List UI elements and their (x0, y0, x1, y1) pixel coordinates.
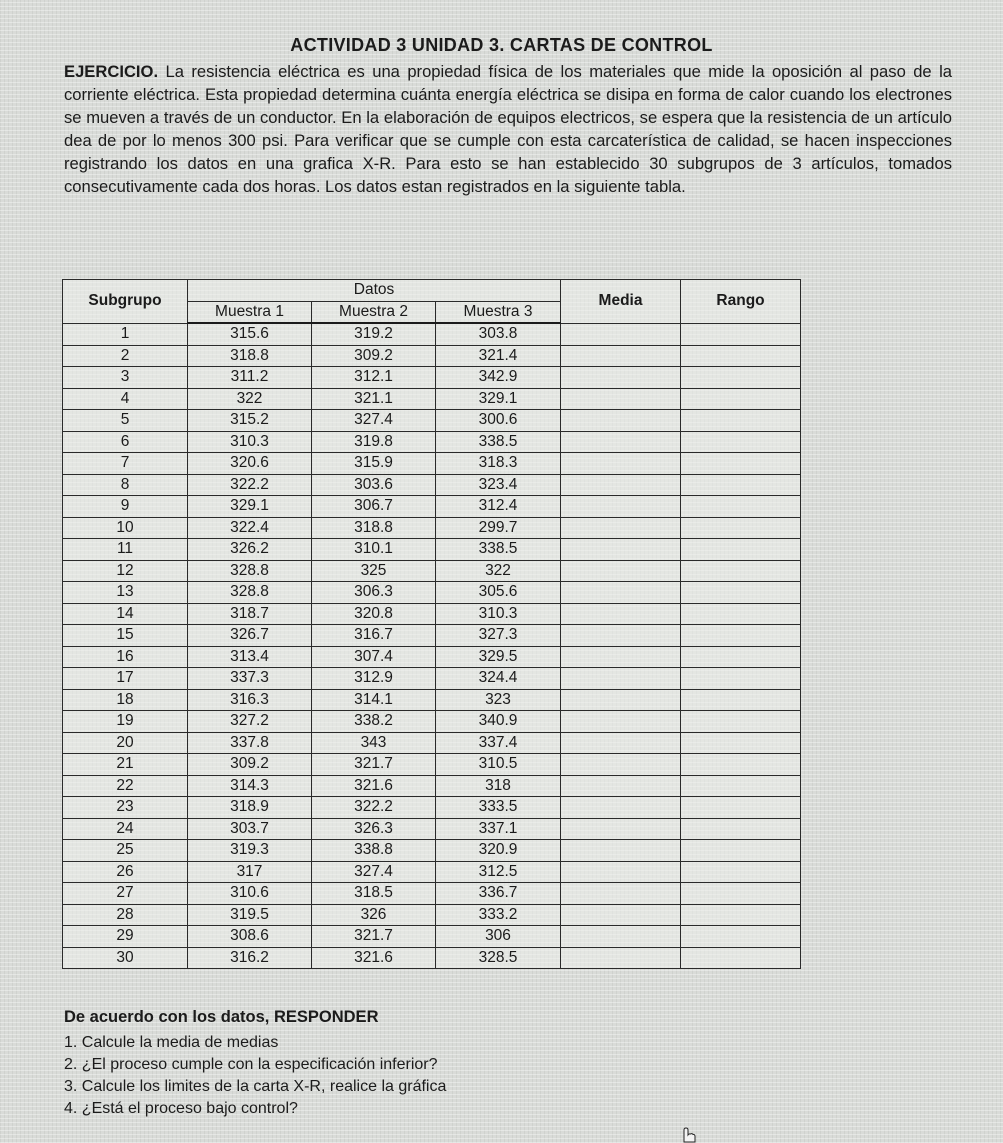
cell-rango (681, 904, 801, 926)
cell-subgrupo: 16 (63, 646, 188, 668)
cell-subgrupo: 18 (63, 689, 188, 711)
cell-muestra-3: 338.5 (436, 539, 561, 561)
cell-media (561, 711, 681, 733)
table-row (63, 517, 801, 539)
cell-media (561, 883, 681, 905)
cell-rango (681, 840, 801, 862)
cell-rango (681, 539, 801, 561)
cell-muestra-2: 321.6 (312, 947, 436, 969)
cell-muestra-2: 327.4 (312, 410, 436, 432)
cell-muestra-1: 310.3 (188, 431, 312, 453)
cell-muestra-3: 312.4 (436, 496, 561, 518)
cell-muestra-3: 305.6 (436, 582, 561, 604)
cell-muestra-1: 319.5 (188, 904, 312, 926)
cell-subgrupo: 7 (63, 453, 188, 475)
cell-media (561, 625, 681, 647)
cell-rango (681, 582, 801, 604)
cell-media (561, 754, 681, 776)
cell-subgrupo: 22 (63, 775, 188, 797)
exercise-lead: EJERCICIO. (64, 62, 159, 81)
cell-muestra-2: 319.8 (312, 431, 436, 453)
table-row (63, 388, 801, 410)
table-row (63, 603, 801, 625)
cell-muestra-2: 309.2 (312, 345, 436, 367)
table-row (63, 904, 801, 926)
data-table (62, 279, 801, 969)
cell-muestra-2: 319.2 (312, 323, 436, 345)
header-datos: Datos (188, 280, 561, 302)
cell-muestra-2: 338.2 (312, 711, 436, 733)
cell-muestra-3: 299.7 (436, 517, 561, 539)
cell-subgrupo: 6 (63, 431, 188, 453)
cell-subgrupo: 17 (63, 668, 188, 690)
cell-muestra-3: 318.3 (436, 453, 561, 475)
cell-rango (681, 947, 801, 969)
cell-rango (681, 926, 801, 948)
cell-subgrupo: 27 (63, 883, 188, 905)
cell-rango (681, 517, 801, 539)
mouse-cursor-icon (682, 1126, 696, 1143)
cell-muestra-2: 306.3 (312, 582, 436, 604)
cell-rango (681, 453, 801, 475)
cell-muestra-2: 343 (312, 732, 436, 754)
cell-muestra-1: 337.8 (188, 732, 312, 754)
cell-rango (681, 775, 801, 797)
cell-muestra-2: 314.1 (312, 689, 436, 711)
cell-subgrupo: 30 (63, 947, 188, 969)
cell-muestra-1: 327.2 (188, 711, 312, 733)
cell-subgrupo: 4 (63, 388, 188, 410)
cell-muestra-2: 325 (312, 560, 436, 582)
cell-muestra-1: 318.9 (188, 797, 312, 819)
cell-rango (681, 646, 801, 668)
cell-media (561, 345, 681, 367)
cell-rango (681, 367, 801, 389)
cell-rango (681, 711, 801, 733)
cell-media (561, 323, 681, 345)
cell-muestra-3: 327.3 (436, 625, 561, 647)
table-row (63, 861, 801, 883)
cell-muestra-2: 307.4 (312, 646, 436, 668)
table-row (63, 840, 801, 862)
cell-muestra-1: 308.6 (188, 926, 312, 948)
cell-rango (681, 603, 801, 625)
cell-subgrupo: 10 (63, 517, 188, 539)
cell-muestra-3: 312.5 (436, 861, 561, 883)
cell-muestra-2: 338.8 (312, 840, 436, 862)
cell-muestra-3: 342.9 (436, 367, 561, 389)
cell-media (561, 388, 681, 410)
table-row (63, 453, 801, 475)
cell-media (561, 453, 681, 475)
table-row (63, 775, 801, 797)
table-row (63, 323, 801, 345)
cell-rango (681, 818, 801, 840)
cell-muestra-2: 306.7 (312, 496, 436, 518)
cell-muestra-2: 315.9 (312, 453, 436, 475)
cell-media (561, 582, 681, 604)
cell-subgrupo: 1 (63, 323, 188, 345)
cell-muestra-2: 321.6 (312, 775, 436, 797)
cell-rango (681, 732, 801, 754)
cell-rango (681, 474, 801, 496)
cell-muestra-2: 312.9 (312, 668, 436, 690)
cell-media (561, 410, 681, 432)
table-row (63, 431, 801, 453)
cell-rango (681, 560, 801, 582)
cell-subgrupo: 11 (63, 539, 188, 561)
cell-muestra-3: 310.3 (436, 603, 561, 625)
cell-muestra-1: 311.2 (188, 367, 312, 389)
cell-subgrupo: 19 (63, 711, 188, 733)
table-row (63, 732, 801, 754)
cell-muestra-3: 323.4 (436, 474, 561, 496)
table-row (63, 711, 801, 733)
cell-muestra-2: 321.7 (312, 754, 436, 776)
cell-subgrupo: 5 (63, 410, 188, 432)
cell-muestra-3: 320.9 (436, 840, 561, 862)
cell-muestra-2: 316.7 (312, 625, 436, 647)
responder-heading: De acuerdo con los datos, RESPONDER (64, 1008, 379, 1026)
cell-muestra-1: 337.3 (188, 668, 312, 690)
cell-media (561, 689, 681, 711)
table-row (63, 947, 801, 969)
table-row (63, 560, 801, 582)
cell-muestra-2: 318.5 (312, 883, 436, 905)
table-body (63, 323, 801, 969)
cell-media (561, 496, 681, 518)
header-muestra-3: Muestra 3 (436, 301, 561, 323)
cell-subgrupo: 12 (63, 560, 188, 582)
cell-media (561, 560, 681, 582)
cell-rango (681, 431, 801, 453)
cell-subgrupo: 9 (63, 496, 188, 518)
cell-rango (681, 323, 801, 345)
cell-muestra-3: 328.5 (436, 947, 561, 969)
cell-subgrupo: 2 (63, 345, 188, 367)
cell-muestra-2: 320.8 (312, 603, 436, 625)
cell-muestra-3: 324.4 (436, 668, 561, 690)
cell-rango (681, 388, 801, 410)
cell-media (561, 474, 681, 496)
cell-rango (681, 883, 801, 905)
cell-muestra-2: 326 (312, 904, 436, 926)
cell-muestra-1: 316.2 (188, 947, 312, 969)
cell-media (561, 431, 681, 453)
cell-muestra-1: 318.7 (188, 603, 312, 625)
cell-muestra-1: 326.2 (188, 539, 312, 561)
cell-muestra-3: 333.2 (436, 904, 561, 926)
cell-muestra-1: 318.8 (188, 345, 312, 367)
question-item: 3. Calcule los limites de la carta X-R, realice la gráfica (64, 1078, 447, 1095)
table-row (63, 926, 801, 948)
cell-muestra-3: 333.5 (436, 797, 561, 819)
cell-media (561, 840, 681, 862)
cell-muestra-3: 318 (436, 775, 561, 797)
cell-muestra-2: 322.2 (312, 797, 436, 819)
cell-media (561, 539, 681, 561)
cell-rango (681, 689, 801, 711)
cell-subgrupo: 3 (63, 367, 188, 389)
cell-muestra-3: 329.1 (436, 388, 561, 410)
cell-muestra-1: 322.4 (188, 517, 312, 539)
exercise-text: La resistencia eléctrica es una propiedad física de los materiales que mide la oposición al paso de la corriente eléctrica. Esta propiedad determina cuánta energía eléctrica se disipa en forma de calor cuando los electrones se mueven a través de un conductor. En la elaboración de equipos electricos, se espera que la resistencia de un artículo dea de por lo menos 300 psi. Para verificar que se cumple con esta carcaterística de calidad, se hacen inspecciones registrando los datos en una grafica X-R. Para esto se han establecido 30 subgrupos de 3 artículos, tomados consecutivamente cada dos horas. Los datos estan registrados en la siguiente tabla. (64, 62, 952, 196)
cell-rango (681, 345, 801, 367)
cell-muestra-3: 337.4 (436, 732, 561, 754)
cell-subgrupo: 24 (63, 818, 188, 840)
header-muestra-1: Muestra 1 (188, 301, 312, 323)
cell-muestra-1: 309.2 (188, 754, 312, 776)
question-item: 4. ¿Está el proceso bajo control? (64, 1100, 298, 1117)
cell-muestra-1: 317 (188, 861, 312, 883)
cell-muestra-1: 303.7 (188, 818, 312, 840)
cell-muestra-1: 315.2 (188, 410, 312, 432)
cell-media (561, 603, 681, 625)
cell-subgrupo: 28 (63, 904, 188, 926)
cell-muestra-3: 322 (436, 560, 561, 582)
page-title: ACTIVIDAD 3 UNIDAD 3. CARTAS DE CONTROL (290, 35, 713, 55)
table-row (63, 410, 801, 432)
cell-muestra-3: 340.9 (436, 711, 561, 733)
cell-subgrupo: 23 (63, 797, 188, 819)
table-row (63, 689, 801, 711)
cell-muestra-3: 306 (436, 926, 561, 948)
cell-media (561, 947, 681, 969)
cell-rango (681, 861, 801, 883)
cell-subgrupo: 13 (63, 582, 188, 604)
cell-rango (681, 625, 801, 647)
cell-media (561, 646, 681, 668)
cell-media (561, 367, 681, 389)
cell-muestra-1: 328.8 (188, 560, 312, 582)
cell-subgrupo: 29 (63, 926, 188, 948)
cell-muestra-1: 315.6 (188, 323, 312, 345)
cell-media (561, 517, 681, 539)
cell-rango (681, 410, 801, 432)
cell-muestra-1: 329.1 (188, 496, 312, 518)
header-subgrupo: Subgrupo (63, 280, 188, 324)
question-item: 2. ¿El proceso cumple con la especificación inferior? (64, 1056, 438, 1073)
cell-muestra-1: 314.3 (188, 775, 312, 797)
table-row (63, 582, 801, 604)
question-list (64, 1032, 446, 1120)
cell-muestra-1: 319.3 (188, 840, 312, 862)
table-row (63, 754, 801, 776)
cell-muestra-2: 326.3 (312, 818, 436, 840)
header-rango: Rango (681, 280, 801, 324)
cell-subgrupo: 20 (63, 732, 188, 754)
cell-muestra-3: 300.6 (436, 410, 561, 432)
cell-muestra-2: 321.7 (312, 926, 436, 948)
cell-subgrupo: 8 (63, 474, 188, 496)
cell-subgrupo: 15 (63, 625, 188, 647)
cell-muestra-1: 322.2 (188, 474, 312, 496)
cell-subgrupo: 21 (63, 754, 188, 776)
cell-muestra-2: 312.1 (312, 367, 436, 389)
cell-media (561, 732, 681, 754)
cell-media (561, 797, 681, 819)
cell-rango (681, 797, 801, 819)
table-row (63, 883, 801, 905)
cell-muestra-2: 310.1 (312, 539, 436, 561)
cell-subgrupo: 26 (63, 861, 188, 883)
cell-muestra-2: 321.1 (312, 388, 436, 410)
cell-muestra-3: 323 (436, 689, 561, 711)
table-row (63, 539, 801, 561)
cell-muestra-1: 316.3 (188, 689, 312, 711)
exercise-paragraph (64, 60, 952, 198)
cell-rango (681, 754, 801, 776)
cell-muestra-3: 337.1 (436, 818, 561, 840)
cell-media (561, 861, 681, 883)
cell-muestra-2: 303.6 (312, 474, 436, 496)
cell-muestra-1: 322 (188, 388, 312, 410)
header-muestra-2: Muestra 2 (312, 301, 436, 323)
cell-muestra-2: 327.4 (312, 861, 436, 883)
cell-muestra-1: 328.8 (188, 582, 312, 604)
cell-muestra-3: 310.5 (436, 754, 561, 776)
cell-muestra-3: 338.5 (436, 431, 561, 453)
cell-media (561, 904, 681, 926)
table-row (63, 646, 801, 668)
cell-subgrupo: 25 (63, 840, 188, 862)
question-item: 1. Calcule la media de medias (64, 1034, 279, 1051)
table-header-row (63, 280, 801, 302)
cell-rango (681, 496, 801, 518)
cell-media (561, 818, 681, 840)
cell-muestra-1: 320.6 (188, 453, 312, 475)
table-row (63, 668, 801, 690)
cell-media (561, 668, 681, 690)
cell-muestra-3: 329.5 (436, 646, 561, 668)
table-row (63, 797, 801, 819)
table-row (63, 345, 801, 367)
cell-muestra-1: 326.7 (188, 625, 312, 647)
cell-muestra-1: 313.4 (188, 646, 312, 668)
table-row (63, 496, 801, 518)
table-row (63, 625, 801, 647)
cell-muestra-3: 321.4 (436, 345, 561, 367)
table-row (63, 367, 801, 389)
table-row (63, 818, 801, 840)
cell-media (561, 775, 681, 797)
cell-subgrupo: 14 (63, 603, 188, 625)
cell-muestra-1: 310.6 (188, 883, 312, 905)
table-row (63, 474, 801, 496)
cell-rango (681, 668, 801, 690)
cell-muestra-2: 318.8 (312, 517, 436, 539)
cell-media (561, 926, 681, 948)
header-media: Media (561, 280, 681, 324)
cell-muestra-3: 336.7 (436, 883, 561, 905)
cell-muestra-3: 303.8 (436, 323, 561, 345)
